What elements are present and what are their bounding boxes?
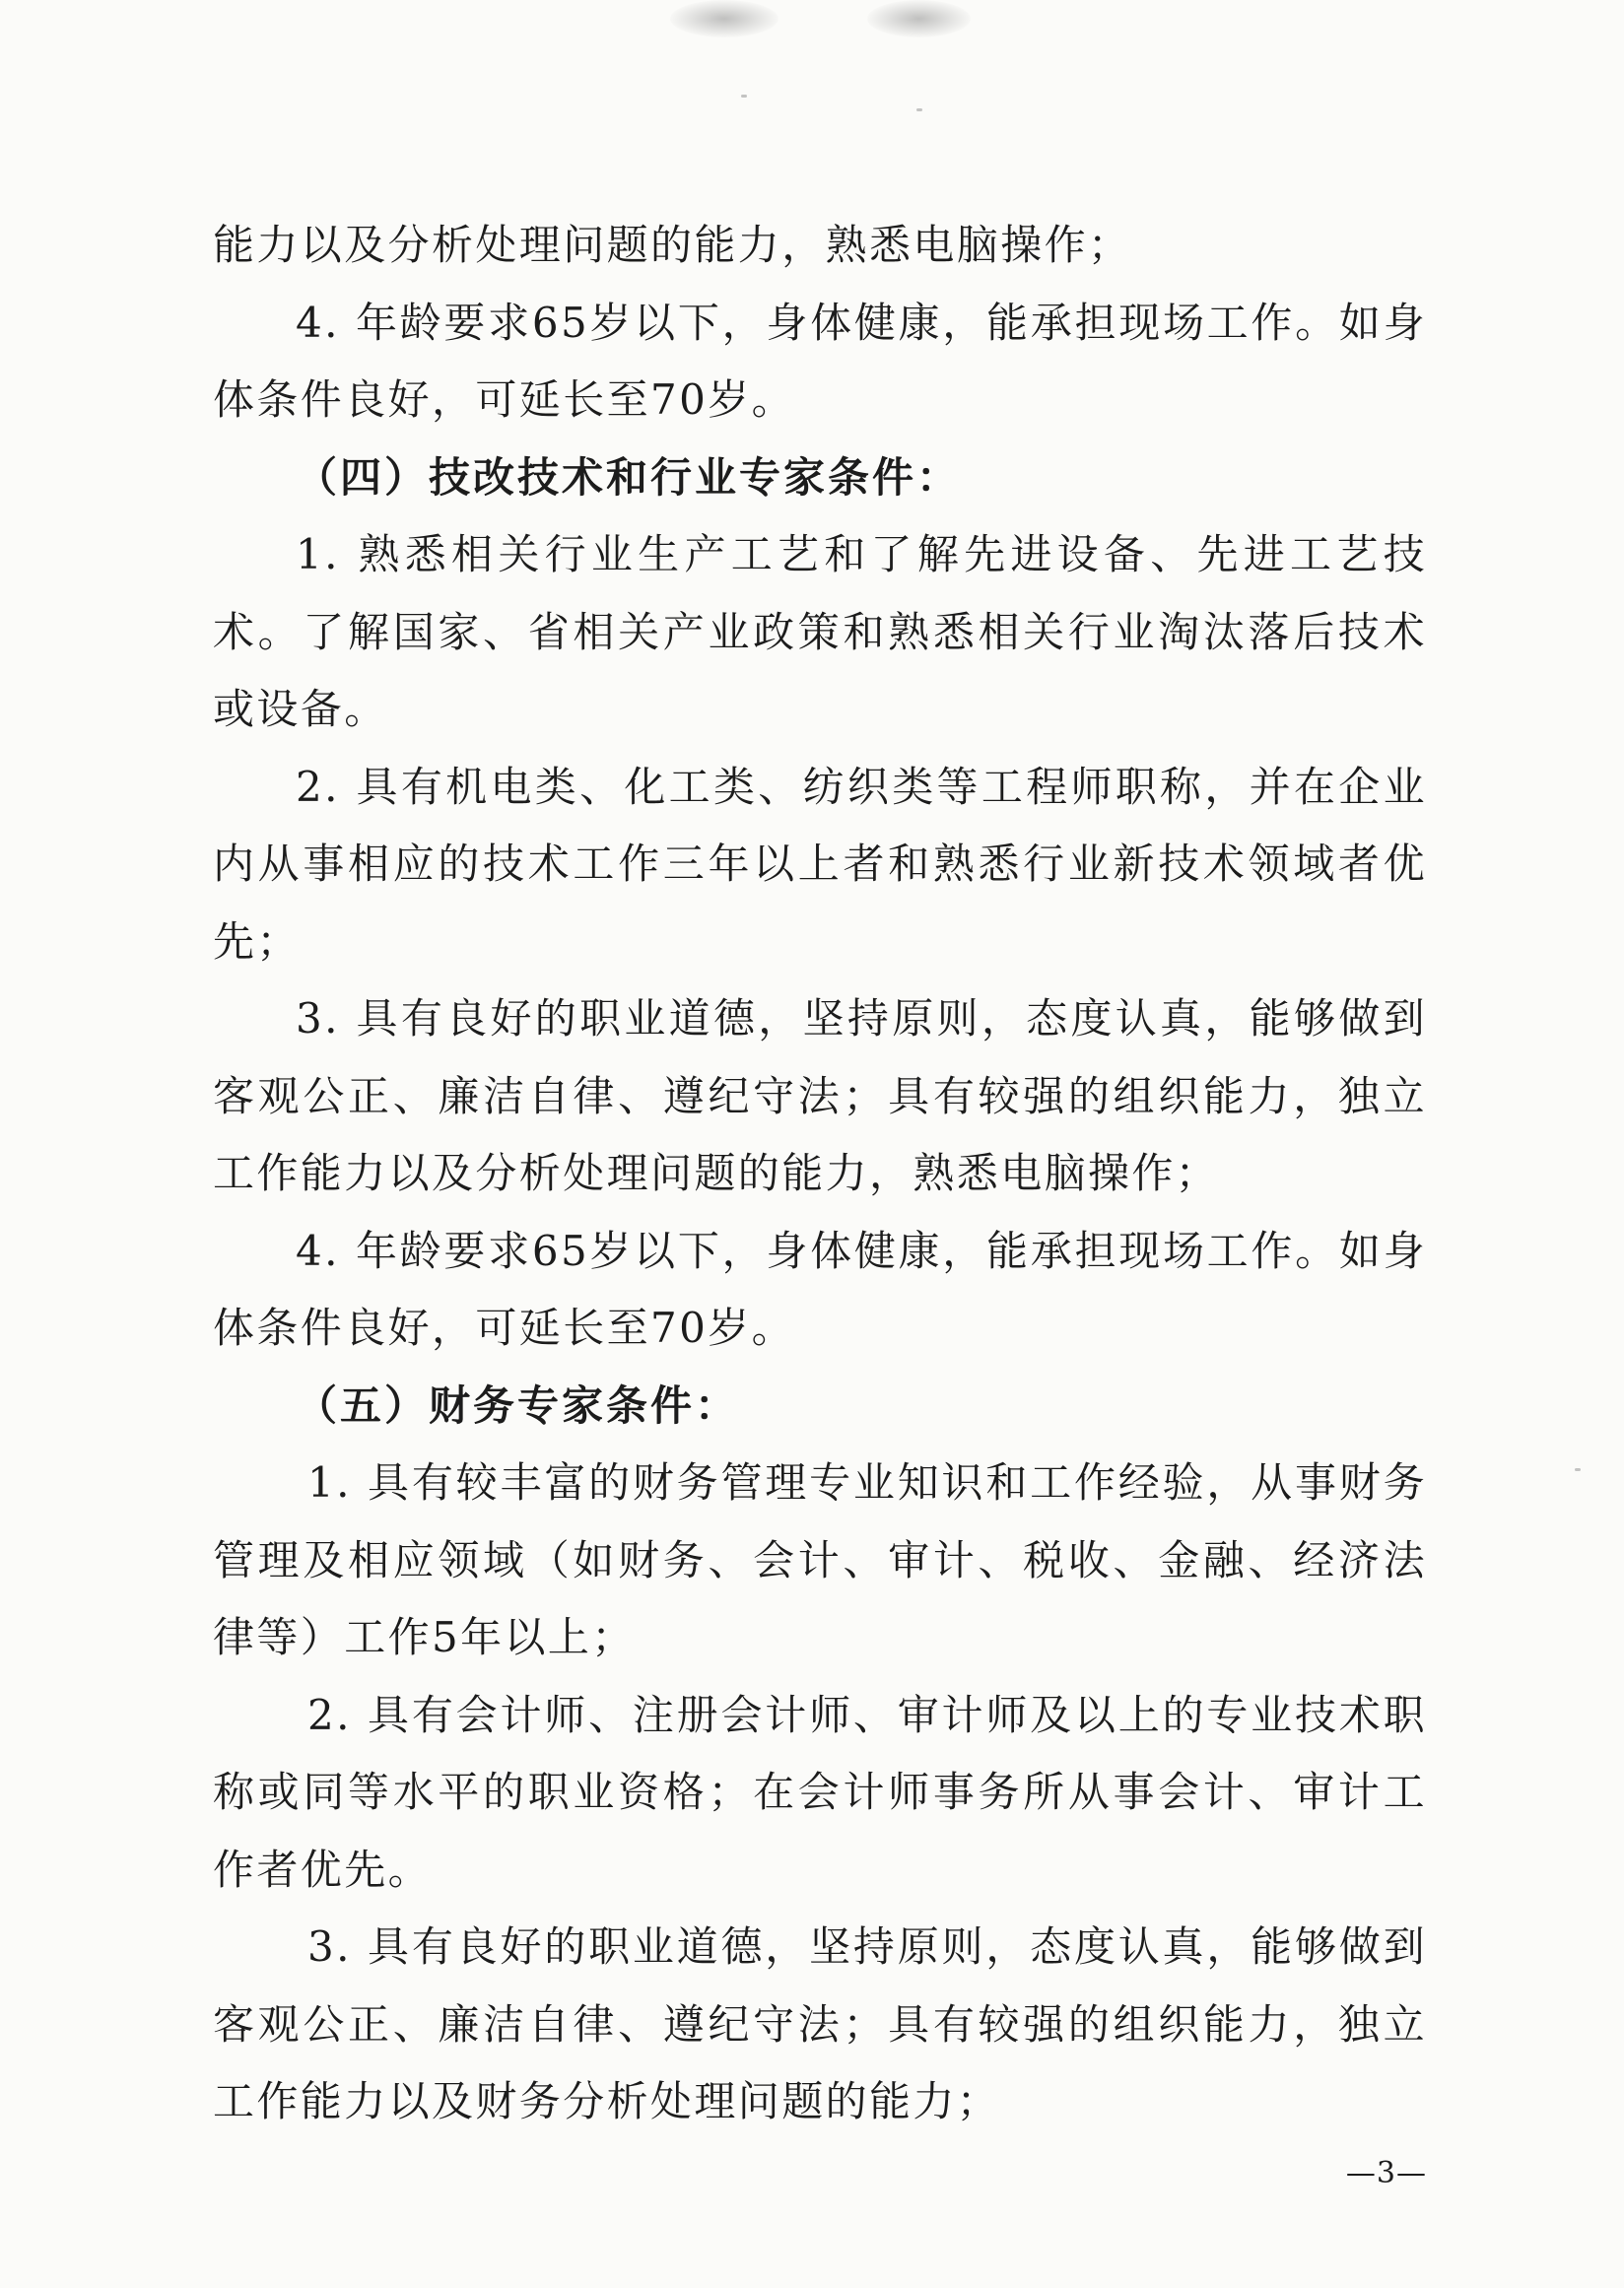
paragraph-finance-item-2: 2. 具有会计师、注册会计师、审计师及以上的专业技术职称或同等水平的职业资格；在会计师事务所从事会计、审计工作者优先。 — [213, 1690, 1427, 1894]
scan-artifact — [916, 108, 922, 111]
section-heading-finance-experts: （五）财务专家条件： — [296, 1380, 740, 1430]
paragraph-age-requirement: 4. 年龄要求65岁以下，身体健康，能承担现场工作。如身体条件良好，可延长至70岁。 — [213, 298, 1427, 424]
paragraph-tech-item-1: 1. 熟悉相关行业生产工艺和了解先进设备、先进工艺技术。了解国家、省相关产业政策和熟悉相关行业淘汰落后技术或设备。 — [213, 530, 1427, 733]
paragraph-tech-item-2: 2. 具有机电类、化工类、纺织类等工程师职称，并在企业内从事相应的技术工作三年以上者和熟悉行业新技术领域者优先； — [213, 762, 1427, 966]
paragraph-continuation: 能力以及分析处理问题的能力，熟悉电脑操作； — [213, 221, 1132, 269]
document-body — [213, 207, 1427, 2141]
scan-artifact — [1575, 1468, 1581, 1471]
scan-artifact — [867, 0, 971, 37]
paragraph-finance-item-3: 3. 具有良好的职业道德，坚持原则，态度认真，能够做到客观公正、廉洁自律、遵纪守法；具有较强的组织能力，独立工作能力以及财务分析处理问题的能力； — [213, 1922, 1427, 2125]
section-heading-tech-experts: （四）技改技术和行业专家条件： — [296, 452, 962, 502]
page-number: —3— — [1345, 2156, 1427, 2190]
scan-artifact — [670, 0, 778, 37]
paragraph-tech-item-4: 4. 年龄要求65岁以下，身体健康，能承担现场工作。如身体条件良好，可延长至70岁。 — [213, 1226, 1427, 1352]
scan-artifact — [741, 95, 747, 98]
paragraph-tech-item-3: 3. 具有良好的职业道德，坚持原则，态度认真，能够做到客观公正、廉洁自律、遵纪守法；具有较强的组织能力，独立工作能力以及分析处理问题的能力，熟悉电脑操作； — [213, 994, 1427, 1197]
paragraph-finance-item-1: 1. 具有较丰富的财务管理专业知识和工作经验，从事财务管理及相应领域（如财务、会计、审计、税收、金融、经济法律等）工作5年以上； — [213, 1458, 1427, 1661]
